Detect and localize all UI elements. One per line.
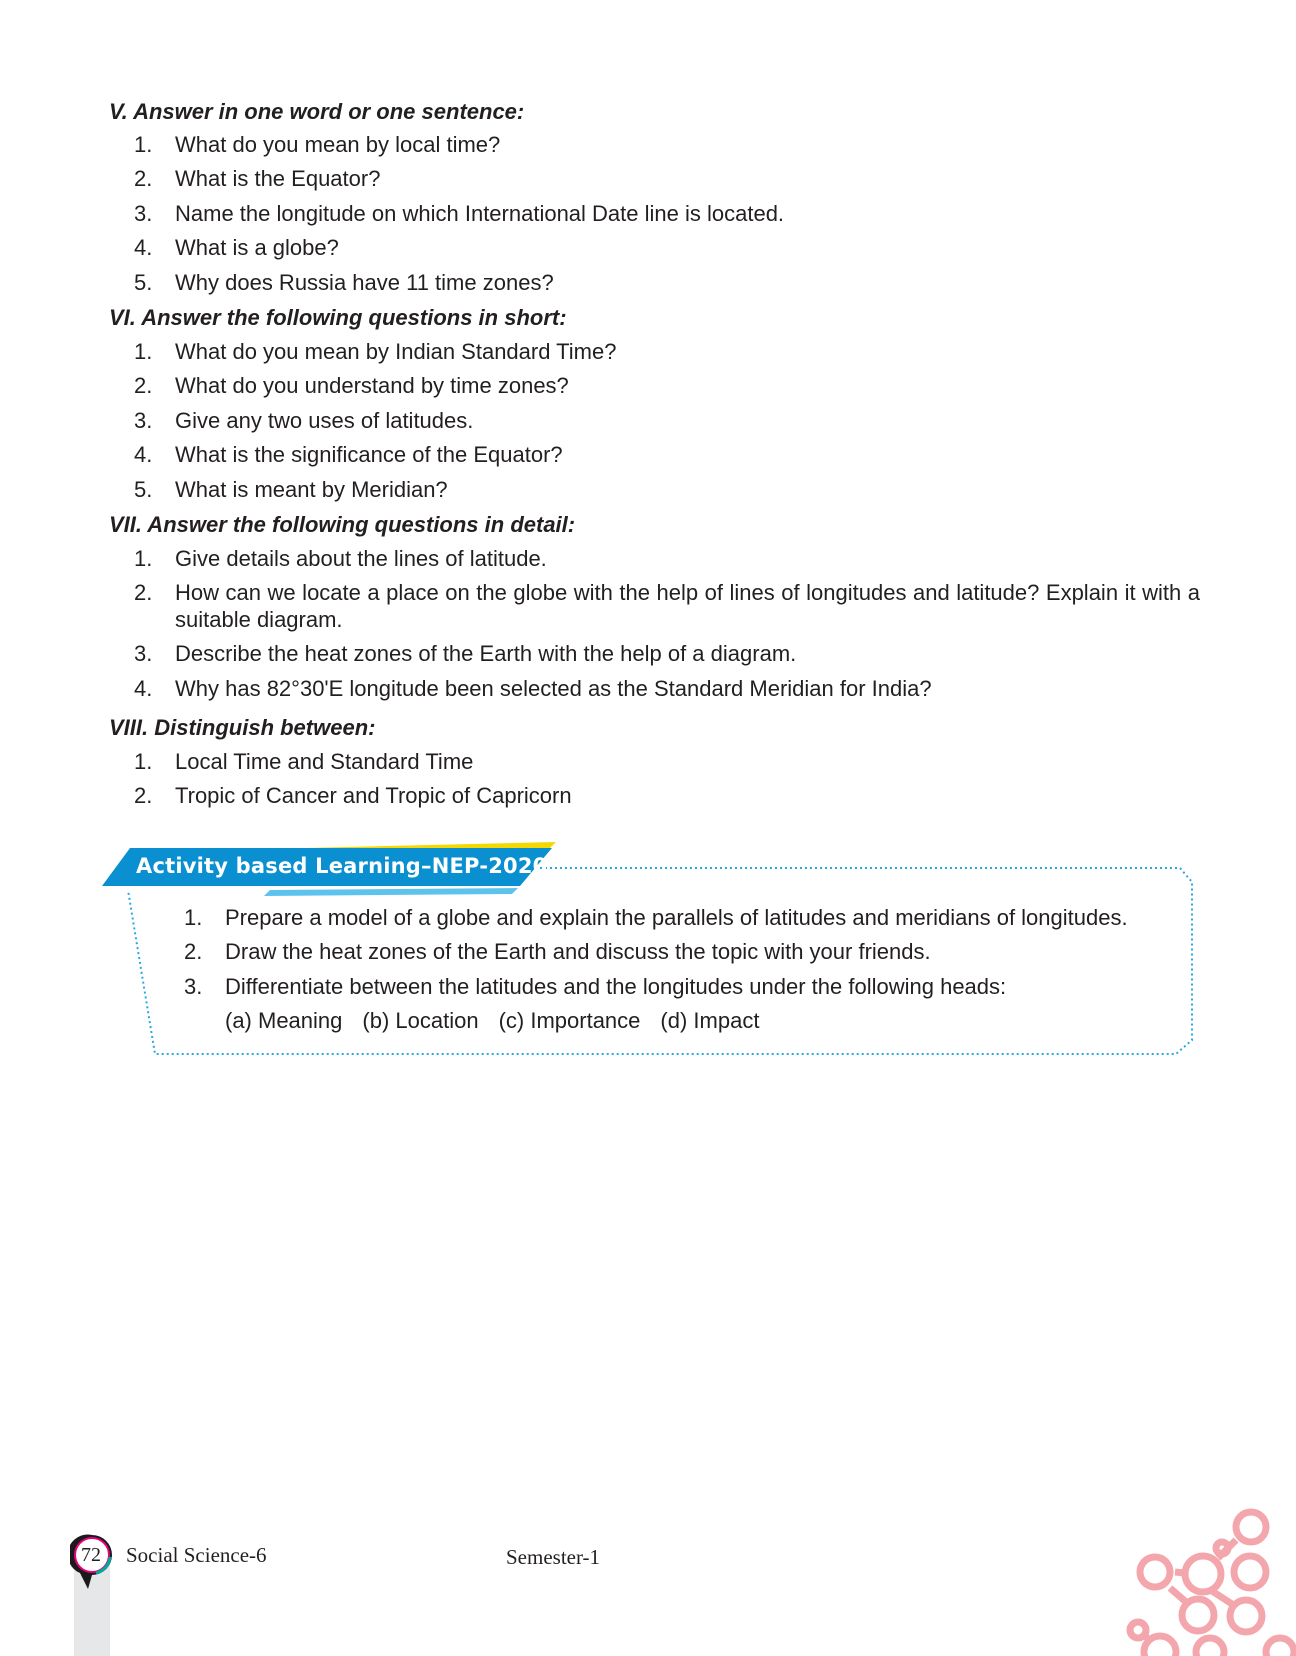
item-number: 5.: [134, 476, 153, 502]
item-number: 2.: [184, 939, 203, 965]
item-text: Local Time and Standard Time: [175, 749, 474, 774]
list-item: [130, 640, 1200, 674]
section-heading-vii: VII. Answer the following questions in detail:: [109, 512, 576, 537]
banner-underline: [264, 888, 518, 896]
item-text: What do you understand by time zones?: [175, 373, 569, 399]
item-text: Prepare a model of a globe and explain the parallels of latitudes and meridians of longitudes.: [225, 905, 1128, 930]
page-number: 72: [81, 1544, 101, 1566]
list-item: [130, 269, 1200, 303]
item-text: What is a globe?: [175, 235, 339, 261]
item-number: 3.: [134, 200, 153, 226]
item-text: Differentiate between the latitudes and the longitudes under the following heads:: [225, 973, 1007, 999]
item-number: 1.: [134, 132, 153, 157]
item-number: 4.: [134, 235, 153, 261]
item-text: Name the longitude on which International Date line is located.: [175, 200, 785, 226]
question-list-vii: [130, 545, 1200, 709]
list-item: [130, 579, 1200, 640]
item-number: 1.: [134, 339, 153, 364]
list-item: [180, 904, 1180, 938]
head-importance: (c) Importance: [498, 1008, 641, 1034]
item-number: 3.: [134, 641, 153, 667]
section-heading-v: V. Answer in one word or one sentence:: [109, 99, 525, 124]
head-impact: (d) Impact: [660, 1008, 760, 1034]
list-item: [130, 234, 1200, 268]
list-item: [130, 338, 1200, 372]
item-number: 5.: [134, 269, 153, 295]
question-list-v: [130, 131, 1200, 303]
item-text: How can we locate a place on the globe with the help of lines of longitudes and latitude? Explain it with a suitable diagram.: [175, 580, 1200, 633]
list-item: [130, 200, 1200, 234]
item-number: 4.: [134, 442, 153, 468]
list-item: [130, 407, 1200, 441]
activity-title: Activity based Learning–NEP-2020: [136, 854, 548, 878]
molecule-rings-icon: [1120, 1500, 1296, 1656]
list-item: [180, 973, 1180, 1007]
item-text: Draw the heat zones of the Earth and discuss the topic with your friends.: [225, 939, 931, 965]
activity-list: [180, 904, 1180, 1034]
item-text: Tropic of Cancer and Tropic of Capricorn: [175, 783, 572, 809]
head-location: (b) Location: [362, 1008, 479, 1034]
item-text: What is the significance of the Equator?: [175, 442, 563, 468]
list-item: [130, 131, 1200, 165]
list-item: [180, 938, 1180, 972]
item-number: 1.: [134, 546, 153, 571]
activity-box: [100, 838, 1200, 1060]
item-text: What do you mean by local time?: [175, 132, 501, 157]
section-heading-viii: VIII. Distinguish between:: [109, 715, 376, 740]
item-number: 2.: [134, 166, 153, 192]
section-heading-vi: VI. Answer the following questions in short:: [109, 305, 567, 330]
question-list-viii: [130, 748, 1200, 817]
item-text: Why does Russia have 11 time zones?: [175, 269, 554, 295]
list-item: [130, 476, 1200, 510]
list-item: [130, 782, 1200, 816]
list-item: [130, 165, 1200, 199]
item-text: Give details about the lines of latitude.: [175, 546, 547, 571]
list-item: [130, 545, 1200, 579]
activity-heads: [180, 1007, 1180, 1034]
item-text: What do you mean by Indian Standard Time?: [175, 339, 617, 364]
item-number: 3.: [134, 407, 153, 433]
head-meaning: (a) Meaning: [225, 1008, 343, 1034]
item-number: 1.: [134, 749, 153, 774]
item-text: Why has 82°30'E longitude been selected as the Standard Meridian for India?: [175, 675, 932, 701]
item-number: 1.: [184, 905, 203, 930]
item-text: Give any two uses of latitudes.: [175, 407, 474, 433]
item-text: What is meant by Meridian?: [175, 476, 448, 502]
book-title: Social Science-6: [126, 1543, 267, 1567]
item-text: What is the Equator?: [175, 166, 381, 192]
item-number: 2.: [134, 783, 153, 809]
item-number: 2.: [134, 580, 153, 606]
list-item: [130, 441, 1200, 475]
question-list-vi: [130, 338, 1200, 510]
semester-label: Semester-1: [506, 1545, 601, 1569]
list-item: [130, 675, 1200, 709]
item-number: 2.: [134, 373, 153, 399]
item-number: 3.: [184, 973, 203, 999]
list-item: [130, 748, 1200, 782]
item-text: Describe the heat zones of the Earth with the help of a diagram.: [175, 641, 797, 667]
item-number: 4.: [134, 675, 153, 701]
list-item: [130, 372, 1200, 406]
